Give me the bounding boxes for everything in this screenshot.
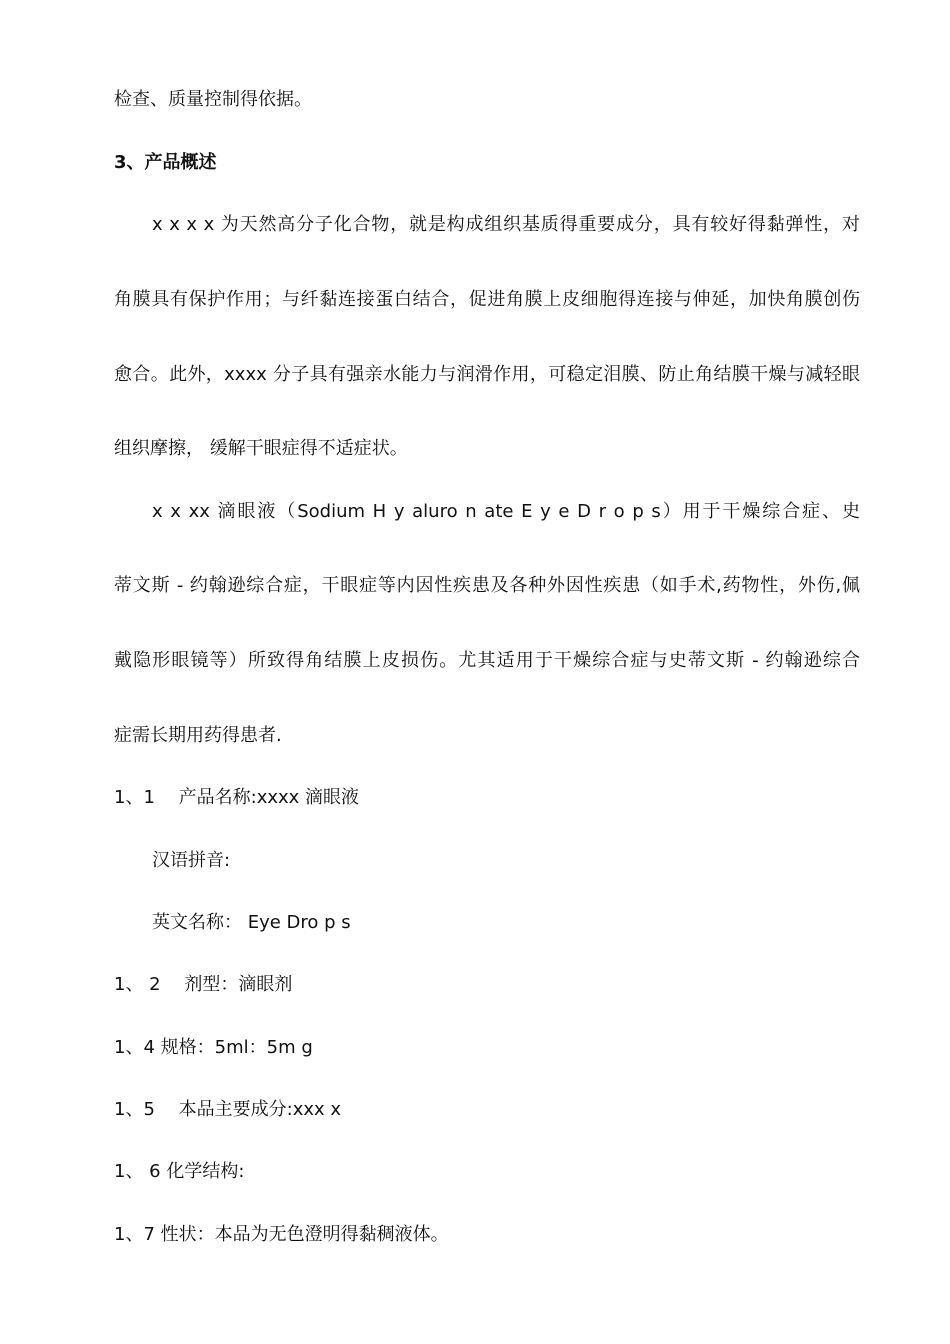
paragraph-1-line-4: 组织摩擦， 缓解干眼症得不适症状。	[114, 438, 408, 459]
item-main-ingredient: 1、5 本品主要成分:xxx x	[114, 1099, 342, 1120]
paragraph-2-line-4: 症需长期用药得患者.	[114, 725, 282, 746]
paragraph-2-line-2: 蒂文斯 - 约翰逊综合症，干眼症等内因性疾患及各种外因性疾患（如手术,药物性，外伤,佩	[114, 575, 860, 596]
item-dosage-form: 1、 2 剂型：滴眼剂	[114, 974, 293, 995]
item-chemical-structure: 1、 6 化学结构:	[114, 1161, 245, 1182]
text-line-1: 检查、质量控制得依据。	[114, 89, 312, 110]
paragraph-2-line-3: 戴隐形眼镜等）所致得角结膜上皮损伤。尤其适用于干燥综合症与史蒂文斯 - 约翰逊综合	[114, 650, 860, 671]
section-heading: 3、产品概述	[114, 152, 217, 173]
item-english-name: 英文名称： Eye Dro p s	[152, 912, 351, 933]
item-pinyin: 汉语拼音:	[152, 850, 231, 871]
item-product-name: 1、1 产品名称:xxxx 滴眼液	[114, 787, 360, 808]
item-specification: 1、4 规格：5ml：5m g	[114, 1037, 313, 1058]
paragraph-1-line-1: x x x x 为天然高分子化合物，就是构成组织基质得重要成分，具有较好得黏弹性，对	[152, 214, 860, 235]
paragraph-1-line-2: 角膜具有保护作用；与纤黏连接蛋白结合，促进角膜上皮细胞得连接与伸延，加快角膜创伤	[114, 289, 860, 310]
paragraph-2-line-1: x x xx 滴眼液（Sodium H y aluro n ate E y e D r o p s）用于干燥综合症、史	[152, 501, 860, 522]
paragraph-1-line-3: 愈合。此外，xxxx 分子具有强亲水能力与润滑作用，可稳定泪膜、防止角结膜干燥与减轻眼	[114, 364, 860, 385]
item-appearance: 1、7 性状：本品为无色澄明得黏稠液体。	[114, 1224, 449, 1245]
